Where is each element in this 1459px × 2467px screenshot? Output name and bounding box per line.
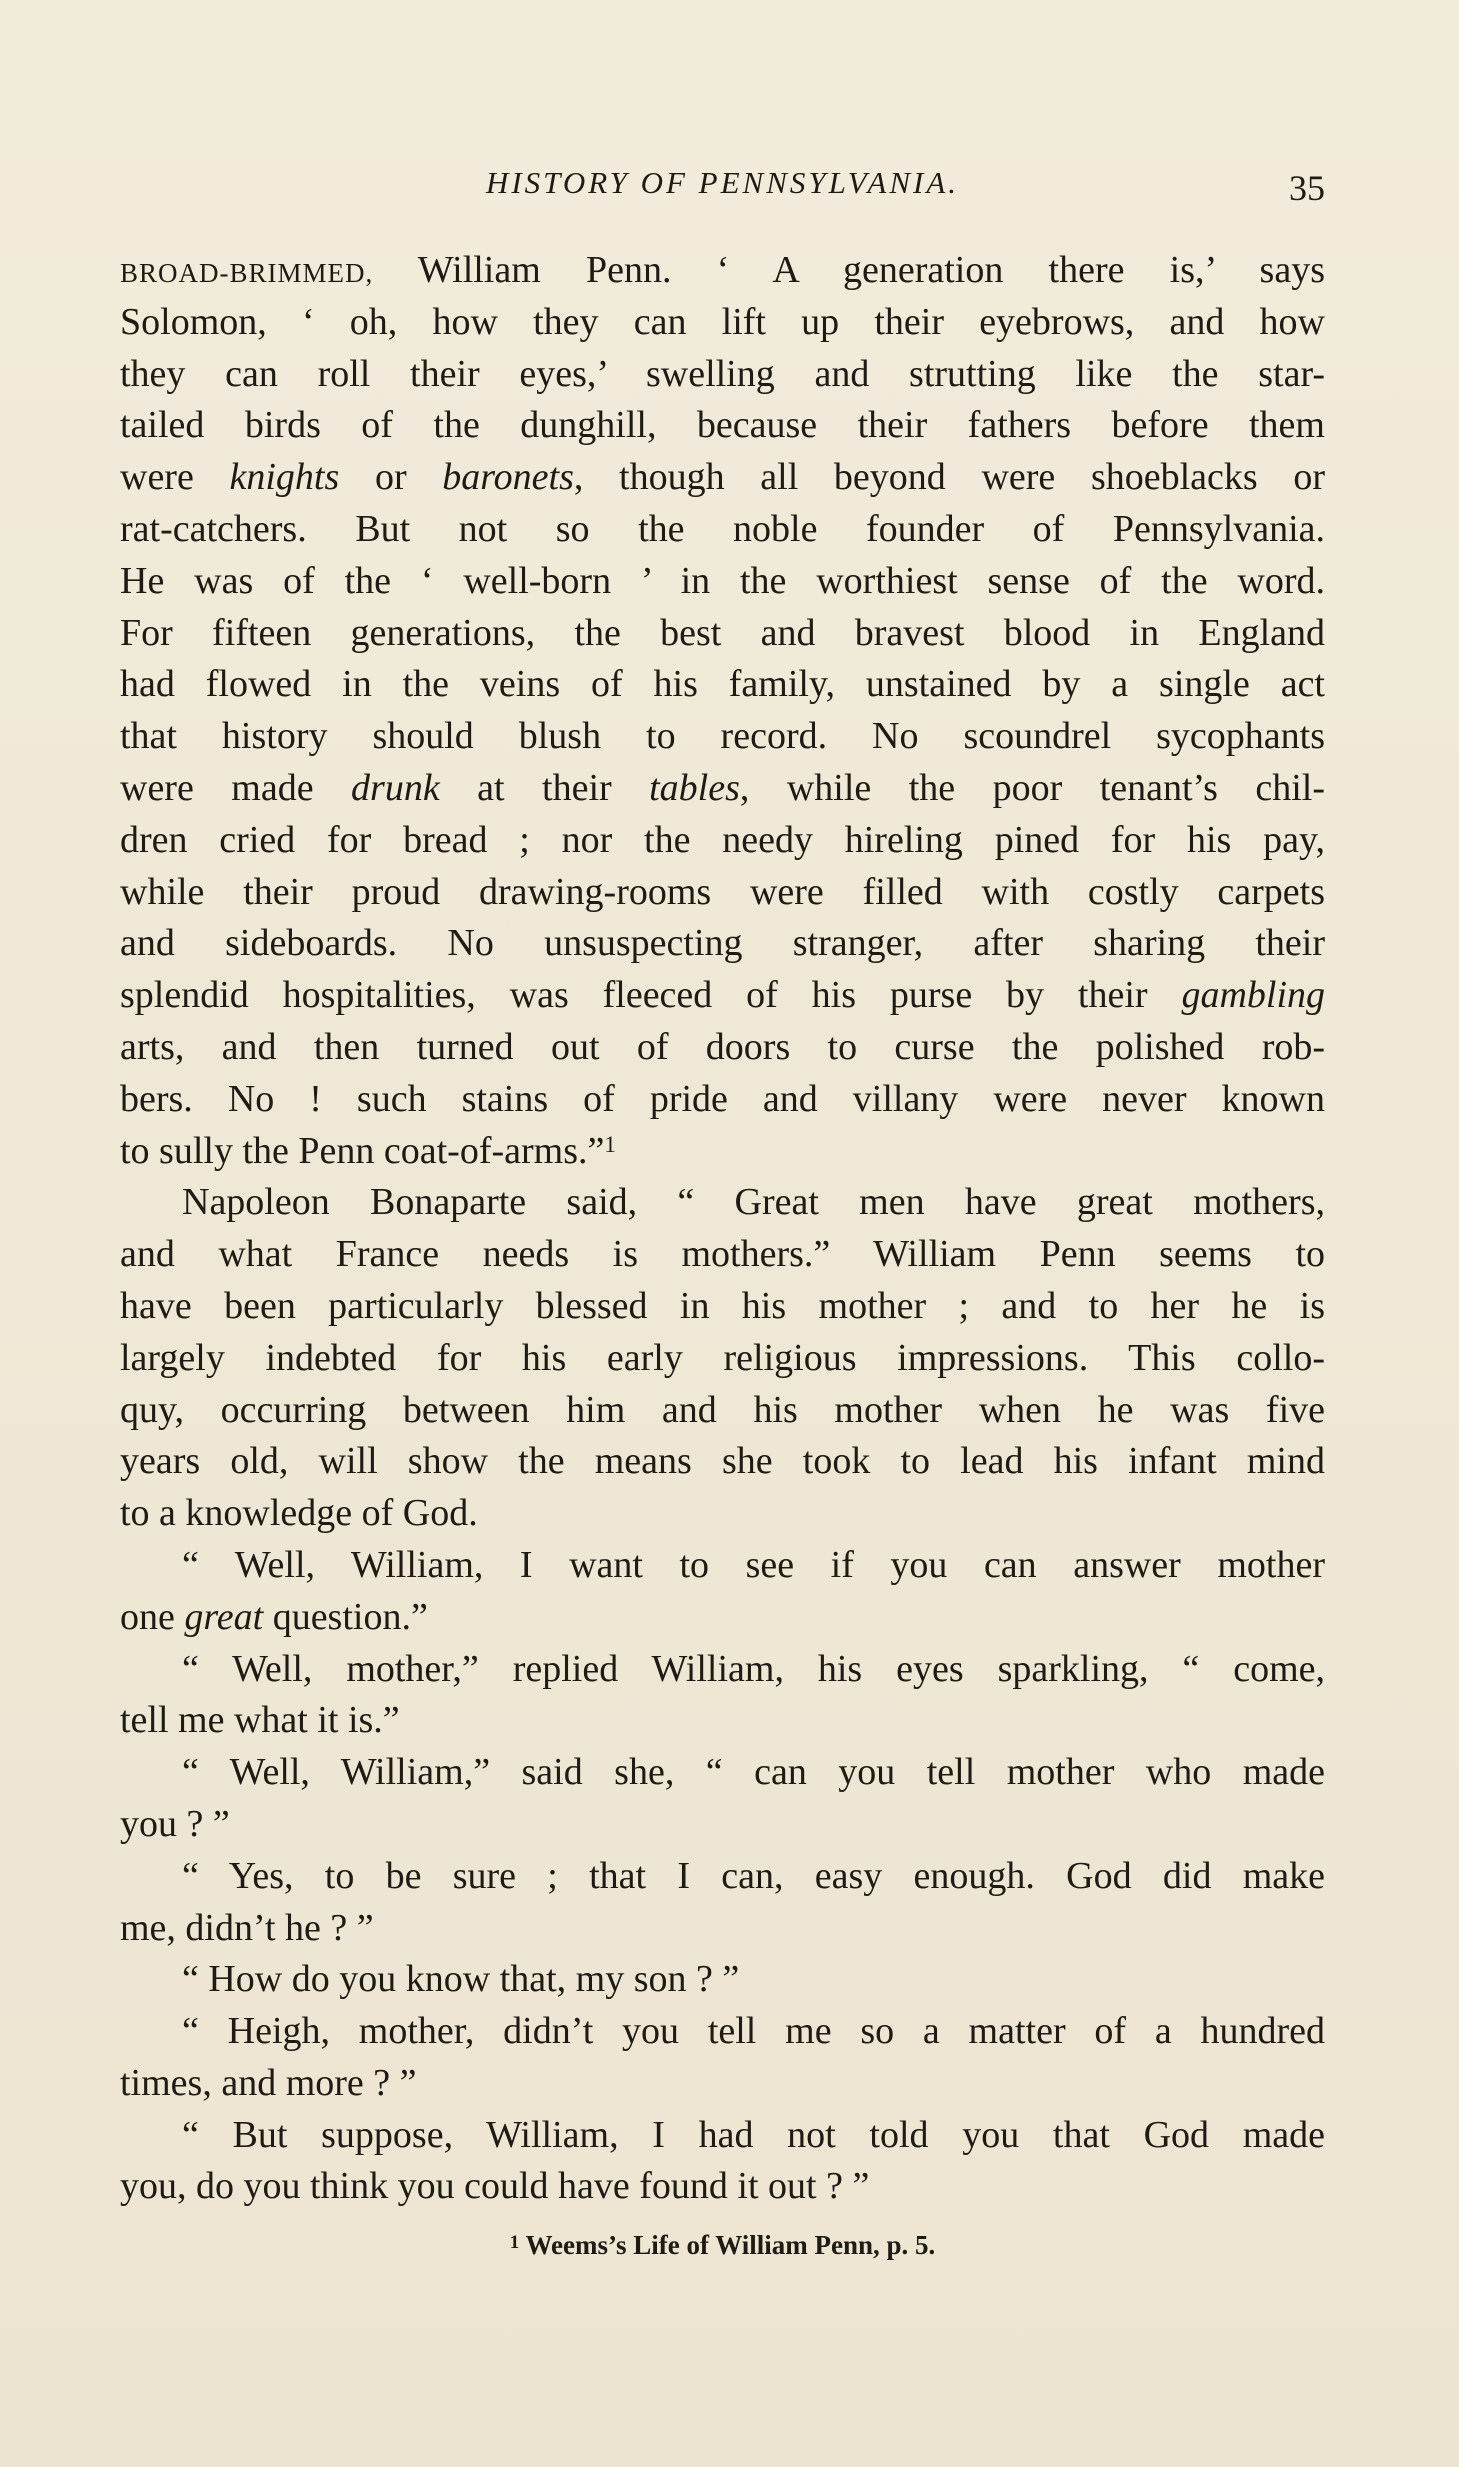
text-line: they can roll their eyes,’ swelling and strutting like the star- — [120, 352, 1325, 395]
italic-word: baronets — [442, 456, 574, 499]
text-line: For fifteen generations, the best and bravest blood in England — [120, 611, 1325, 654]
text-line: while their proud drawing-rooms were filled with costly carpets — [120, 870, 1325, 913]
footnote-text: Weems’s Life of William Penn, p. 5. — [525, 2230, 936, 2260]
text-line: “ Heigh, mother, didn’t you tell me so a matter of a hundred — [182, 2010, 1325, 2053]
italic-word: knights — [229, 456, 340, 499]
page-number: 35 — [1289, 168, 1325, 208]
text-line: largely indebted for his early religious impressions. This collo- — [120, 1336, 1325, 1379]
italic-word: drunk — [351, 766, 440, 809]
text-line: arts, and then turned out of doors to curse the polished rob- — [120, 1025, 1325, 1068]
body-text — [120, 245, 1325, 2213]
text-line: BROAD-BRIMMED, William Penn. ‘ A generation there is,’ says — [120, 249, 1325, 291]
text-line: dren cried for bread ; nor the needy hireling pined for his pay, — [120, 818, 1325, 861]
text-line: “ Well, William,” said she, “ can you tell mother who made — [182, 1751, 1325, 1794]
text-line: “ How do you know that, my son ? ” — [182, 1958, 740, 2001]
italic-word: great — [184, 1595, 264, 1638]
small-caps-word: BROAD-BRIMMED, — [120, 258, 374, 288]
text-line: tell me what it is.” — [120, 1699, 400, 1742]
text-line: and what France needs is mothers.” William Penn seems to — [120, 1233, 1325, 1276]
running-title: HISTORY OF PENNSYLVANIA. — [485, 165, 960, 200]
text-line: had flowed in the veins of his family, unstained by a single act — [120, 663, 1325, 706]
text-line: bers. No ! such stains of pride and villany were never known — [120, 1077, 1325, 1120]
footnote-mark: 1 — [509, 2232, 520, 2253]
text-line: have been particularly blessed in his mother ; and to her he is — [120, 1284, 1325, 1327]
text-line: quy, occurring between him and his mother when he was five — [120, 1388, 1325, 1431]
running-head — [120, 165, 1325, 215]
text-line: and sideboards. No unsuspecting stranger, after sharing their — [120, 922, 1325, 965]
text-line: were knights or baronets, though all beyond were shoeblacks or — [120, 456, 1325, 499]
text-line: years old, will show the means she took to lead his infant mind — [120, 1440, 1325, 1483]
text-line: rat-catchers. But not so the noble founder of Pennsylvania. — [120, 507, 1325, 550]
text-line: He was of the ‘ well-born ’ in the worthiest sense of the word. — [120, 559, 1325, 602]
text-line: “ Yes, to be sure ; that I can, easy enough. God did make — [182, 1854, 1325, 1897]
footnote — [120, 2230, 1325, 2261]
text-line: were made drunk at their tables, while the poor tenant’s chil- — [120, 766, 1325, 809]
text-line: Solomon, ‘ oh, how they can lift up their eyebrows, and how — [120, 300, 1325, 343]
text-line: to sully the Penn coat-of-arms.”$^1$ — [120, 1129, 616, 1172]
text-line: “ Well, mother,” replied William, his eyes sparkling, “ come, — [182, 1647, 1325, 1690]
text-line: times, and more ? ” — [120, 2061, 417, 2104]
text-line: tailed birds of the dunghill, because their fathers before them — [120, 404, 1325, 447]
text-line: one great question.” — [120, 1595, 428, 1638]
text-line: Napoleon Bonaparte said, “ Great men have great mothers, — [182, 1181, 1325, 1224]
text-line: me, didn’t he ? ” — [120, 1906, 374, 1949]
text-line: “ But suppose, William, I had not told you that God made — [182, 2113, 1325, 2156]
footnote-reference[interactable]: 1 — [604, 1131, 616, 1157]
italic-word: tables — [649, 766, 740, 809]
text-line: that history should blush to record. No scoundrel sycophants — [120, 715, 1325, 758]
text-line: you, do you think you could have found it out ? ” — [120, 2165, 870, 2208]
italic-word: gambling — [1181, 974, 1325, 1017]
text-line: splendid hospitalities, was fleeced of his purse by their gambling — [120, 974, 1325, 1017]
text-line: you ? ” — [120, 1802, 230, 1845]
text-line: to a knowledge of God. — [120, 1492, 478, 1535]
text-line: “ Well, William, I want to see if you can answer mother — [182, 1543, 1325, 1586]
